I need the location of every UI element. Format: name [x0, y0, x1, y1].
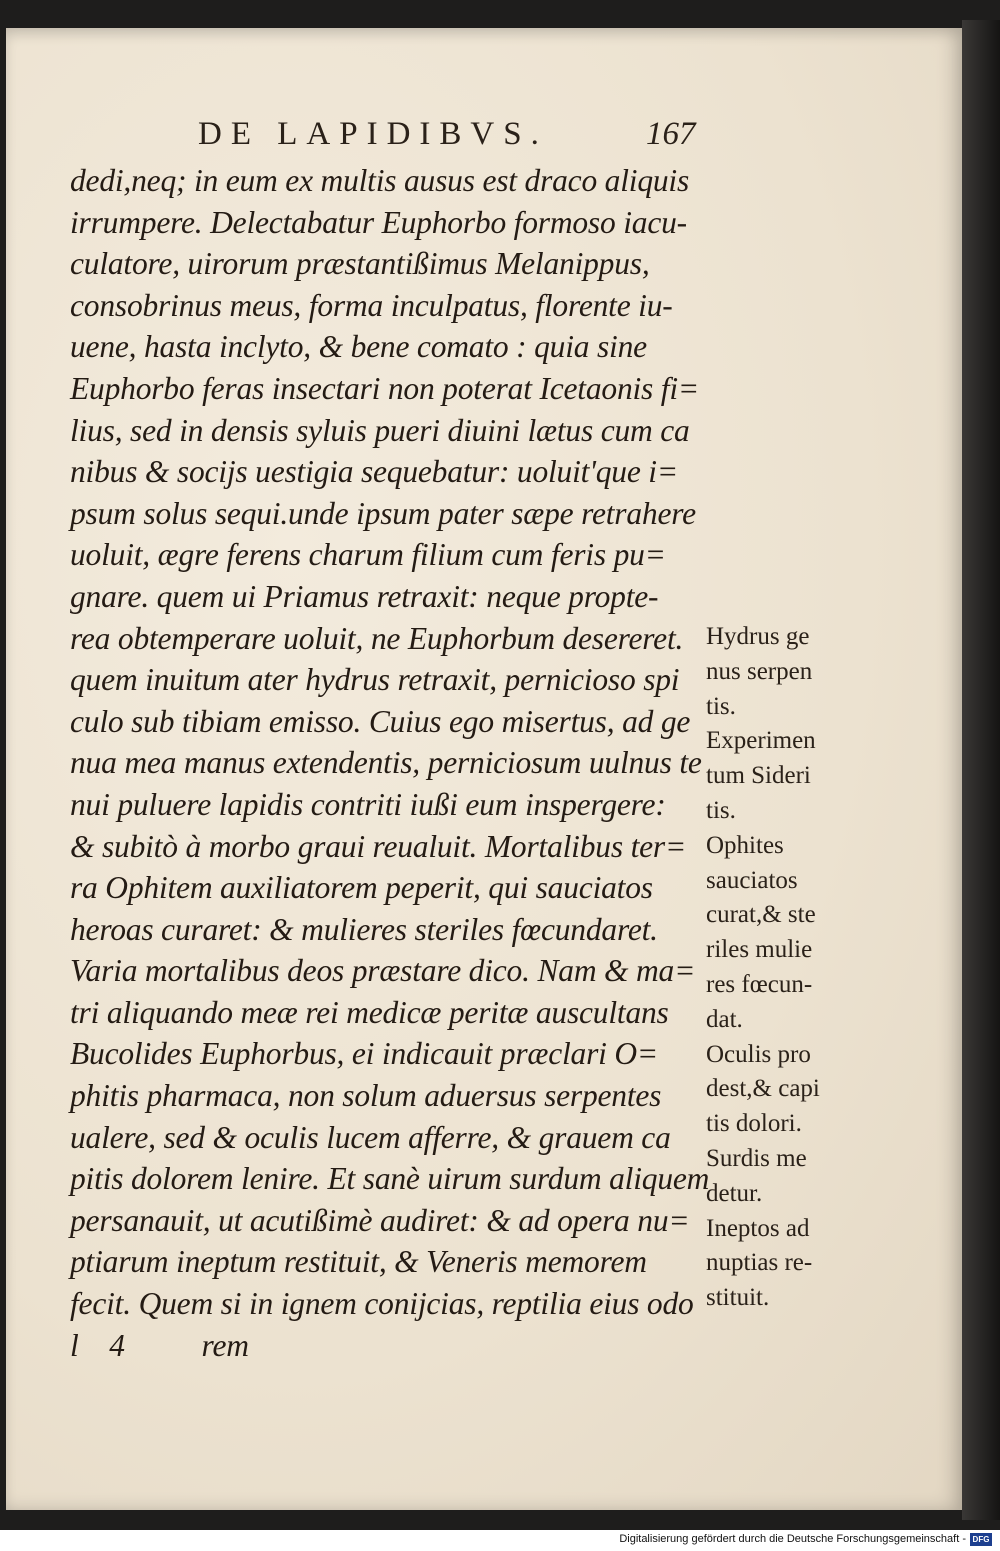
margin-note-line: dat. [706, 1005, 743, 1033]
text-line: uoluit, ægre ferens charum filium cum feris pu= [70, 537, 666, 573]
book-edge [962, 20, 1000, 1520]
margin-note-line: riles mulie [706, 936, 813, 964]
text-line: culatore, uirorum præstantißimus Melanippus, [70, 246, 650, 282]
text-line: Bucolides Euphorbus, ei indicauit præclari O= [70, 1036, 658, 1072]
text-line: nui puluere lapidis contriti iußi eum inspergere: [70, 786, 666, 822]
margin-note-line: detur. [706, 1179, 763, 1207]
text-line: dedi,neq; in eum ex multis ausus est draco aliquis [70, 163, 690, 198]
margin-note-line: nuptias re- [706, 1249, 813, 1277]
text-line: ptiarum ineptum restituit, & Veneris memorem [70, 1244, 647, 1280]
text-line: phitis pharmaca, non solum aduersus serpentes [70, 1078, 662, 1114]
margin-note-line: curat,& ste [706, 901, 816, 929]
funding-credit: Digitalisierung gefördert durch die Deutsche Forschungsgemeinschaft - [619, 1533, 966, 1545]
signature-catchword-line: l 4 rem [70, 1327, 249, 1363]
text-line: gnare. quem ui Priamus retraxit: neque propte- [70, 578, 659, 614]
text-line: quem inuitum ater hydrus retraxit, pernicioso spi [70, 662, 680, 698]
margin-note-line: tis. [706, 796, 736, 824]
main-text-block [70, 160, 710, 1366]
text-line: rea obtemperare uoluit, ne Euphorbum desereret. [70, 620, 684, 656]
text-line: tri aliquando meæ rei medicæ peritæ auscultans [70, 994, 669, 1030]
margin-note-line: tis. [706, 692, 736, 720]
text-line: persanauit, ut acutißimè audiret: & ad opera nu= [70, 1202, 690, 1238]
margin-note-line: res fœcun- [706, 970, 813, 998]
text-line: Varia mortalibus deos præstare dico. Nam & ma= [70, 953, 696, 989]
text-line: ra Ophitem auxiliatorem peperit, qui sauciatos [70, 870, 653, 906]
text-line: irrumpere. Delectabatur Euphorbo formoso iacu- [70, 204, 687, 240]
margin-note-line: nus serpen [706, 657, 813, 685]
running-head: DE LAPIDIBVS. [198, 116, 548, 152]
margin-note-line: Ophites [706, 831, 784, 859]
text-line: culo sub tibiam emisso. Cuius ego misertus, ad ge [70, 703, 691, 739]
text-line: consobrinus meus, forma inculpatus, florente iu- [70, 287, 673, 323]
text-line: ualere, sed & oculis lucem afferre, & grauem ca [70, 1119, 671, 1155]
margin-note-line: Experimen [706, 727, 816, 755]
margin-note-line: Ineptos ad [706, 1214, 810, 1242]
text-line: heroas curaret: & mulieres steriles fœcundaret. [70, 911, 658, 947]
margin-note-line: Surdis me [706, 1144, 807, 1172]
text-line: lius, sed in densis syluis pueri diuini lætus cum ca [70, 412, 690, 448]
text-line: & subitò à morbo graui reualuit. Mortalibus ter= [70, 828, 687, 864]
text-line: nua mea manus extendentis, perniciosum uulnus te [70, 745, 702, 781]
text-line: fecit. Quem si in ignem conijcias, reptilia eius odo [70, 1286, 694, 1322]
text-line: Euphorbo feras insectari non poterat Icetaonis fi= [70, 370, 699, 406]
margin-note-line: Hydrus ge [706, 623, 810, 650]
text-line: pitis dolorem lenire. Et sanè uirum surdum aliquem [70, 1161, 710, 1197]
margin-note-line: Oculis pro [706, 1040, 811, 1068]
margin-note-line: dest,& capi [706, 1075, 820, 1103]
text-line: uene, hasta inclyto, & bene comato : quia sine [70, 329, 647, 365]
digitization-footer [0, 1530, 1000, 1551]
margin-note-line: tis dolori. [706, 1110, 802, 1138]
page-number: 167 [646, 116, 696, 152]
text-line: nibus & socijs uestigia sequebatur: uoluit'que i= [70, 454, 678, 490]
text-line: psum solus sequi.unde ipsum pater sæpe retrahere [70, 495, 696, 531]
margin-note-line: sauciatos [706, 866, 798, 894]
margin-note-line: stituit. [706, 1284, 770, 1312]
margin-note-line: tum Sideri [706, 762, 811, 790]
dfg-logo: DFG [970, 1533, 992, 1546]
marginal-notes [706, 620, 866, 1316]
